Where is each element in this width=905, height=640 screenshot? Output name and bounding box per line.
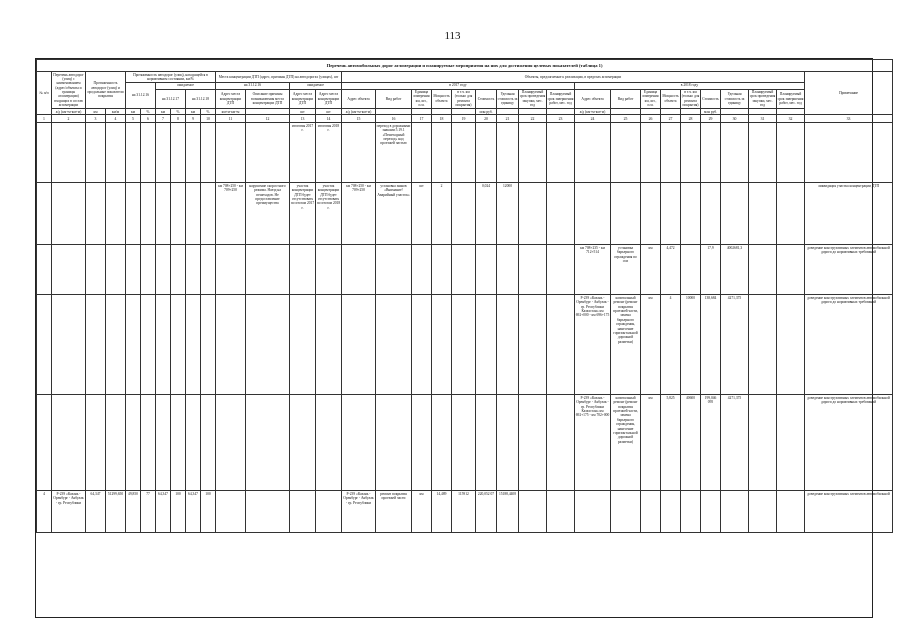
table-cell [749, 123, 777, 183]
table-cell [721, 491, 749, 533]
table-cell [201, 295, 216, 395]
col-unit-2018: Единица измерения км, шт., п.м. [642, 90, 659, 108]
table-cell [497, 295, 519, 395]
table-cell [37, 245, 52, 295]
col-capacity-2018: Мощность объекта [661, 89, 681, 109]
table-cell [52, 295, 86, 395]
col-dtp-2016: на 31.12.16 [216, 82, 290, 89]
table-cell [432, 295, 452, 395]
col-number: 14 [316, 115, 342, 123]
table-cell [141, 245, 156, 295]
table-cell: 4 [37, 491, 52, 533]
unit-km: км [86, 109, 106, 115]
table-cell [661, 183, 681, 245]
table-cell: 77 [141, 491, 156, 533]
table-cell [412, 123, 432, 183]
table-cell [37, 295, 52, 395]
table-cell [201, 123, 216, 183]
table-cell [37, 183, 52, 245]
table-cell [452, 295, 476, 395]
table-cell [156, 123, 171, 183]
table-cell [749, 183, 777, 245]
table-cell [575, 491, 611, 533]
table-cell [141, 395, 156, 491]
col-number: 32 [777, 115, 805, 123]
unit-pct-2016: % [141, 109, 156, 115]
roads-table [36, 59, 893, 533]
table-cell: 12000 [497, 183, 519, 245]
unit-km-2016: км [126, 109, 141, 115]
table-cell [777, 395, 805, 491]
table-cell [519, 491, 547, 533]
col-number: 19 [452, 115, 476, 123]
col-number: 17 [412, 115, 432, 123]
table-cell [777, 123, 805, 183]
col-km-incl-2017: в т.ч. км (только для ремонта покрытия) [452, 89, 476, 109]
col-plan-term2-2017: Планируемый срок завершения работ, мес. год [547, 89, 575, 109]
table-cell: 138,684 [701, 295, 721, 395]
table-cell [497, 123, 519, 183]
table-cell [452, 245, 476, 295]
table-cell [452, 395, 476, 491]
unit-km-2018: км [186, 109, 201, 115]
table-cell: установка барьерного ограждения по оси [611, 245, 641, 295]
col-number: 8 [171, 115, 186, 123]
table-cell [171, 395, 186, 491]
table-cell [661, 491, 681, 533]
table-cell [316, 245, 342, 295]
table-cell [701, 491, 721, 533]
table-cell [126, 395, 141, 491]
table-cell: 100 [201, 491, 216, 533]
col-number: 4 [106, 115, 126, 123]
col-number: 22 [519, 115, 547, 123]
table-cell [141, 295, 156, 395]
table-cell: км 708+250 - км 709+250 [342, 183, 376, 245]
table-cell: доведение конструктивных элементов автомобильной [805, 491, 893, 533]
table-cell: переход в дорожными знаками 5.19.1 «Пешеходный переход» над проезжей частью [376, 123, 412, 183]
table-cell [749, 491, 777, 533]
table-cell [316, 395, 342, 491]
table-cell: 220,052 07 [476, 491, 497, 533]
col-work-type-2017: Вид работ [376, 89, 412, 109]
table-cell [126, 245, 141, 295]
col-number: 24 [575, 115, 611, 123]
table-cell: шт [412, 183, 432, 245]
table-cell [290, 245, 316, 295]
table-cell [86, 245, 106, 295]
table-cell [497, 245, 519, 295]
table-cell: 5,825 [661, 395, 681, 491]
table-cell: 14,489 [432, 491, 452, 533]
table-row [37, 295, 893, 395]
table-cell [701, 183, 721, 245]
table-row [37, 491, 893, 533]
table-cell: 17,9 [701, 245, 721, 295]
col-plan-term-2018: Планируемый срок проведения закупки, мес. год [749, 90, 776, 108]
col-unit-2017: Единица измерения км, шт., п.м. [413, 90, 430, 108]
col-number: 16 [376, 115, 412, 123]
table-cell: нарушение скоростного режима. Наезд на пешеходов. Не предоставление преимущества [246, 183, 290, 245]
table-cell [156, 395, 171, 491]
table-cell [186, 183, 201, 245]
table-cell [156, 245, 171, 295]
table-cell [216, 245, 246, 295]
table-cell: установка знаков «Внимание! Аварийный участок» [376, 183, 412, 245]
unit-kmkm: км+м-км+м [216, 109, 246, 115]
table-row [37, 183, 893, 245]
table-cell [186, 395, 201, 491]
table-cell [519, 123, 547, 183]
table-cell [106, 245, 126, 295]
table-cell [342, 295, 376, 395]
col-plan-term-2017: Планируемый срок проведения закупки, мес. год [519, 90, 546, 108]
table-cell [141, 183, 156, 245]
table-cell [316, 491, 342, 533]
table-cell [519, 395, 547, 491]
table-cell [342, 245, 376, 295]
col-addr-conc-2018: Адрес места концентрации ДТП [316, 89, 342, 109]
table-cell: Р-239 «Казань - Оренбург - Акбулак - гр. Республики Казахстан» км 692+175 - км 702+000 [575, 395, 611, 491]
col-number: 18 [432, 115, 452, 123]
table-cell [126, 183, 141, 245]
col-road-length: Протяженность автодорог (улиц) и продольные показатели покрытия [86, 72, 126, 109]
table-cell [171, 295, 186, 395]
table-cell: 4 [661, 295, 681, 395]
table-cell [641, 123, 661, 183]
col-no: № п/п [37, 72, 52, 115]
table-cell [106, 183, 126, 245]
unit-count-2017: шт [290, 109, 316, 115]
table-cell [171, 245, 186, 295]
col-number: 28 [681, 115, 701, 123]
table-cell: ликвидация участка концентрации ДТП [805, 183, 893, 245]
col-number: 6 [141, 115, 156, 123]
table-cell [575, 183, 611, 245]
col-number: 25 [611, 115, 641, 123]
table-cell: итоговая 2017 г. [290, 123, 316, 183]
table-cell [37, 123, 52, 183]
table-cell [86, 295, 106, 395]
table-cell [52, 183, 86, 245]
table-cell [126, 295, 141, 395]
col-number: 23 [547, 115, 575, 123]
table-cell [777, 295, 805, 395]
unit-mln-2017: млн руб. [476, 109, 497, 115]
table-cell [186, 123, 201, 183]
table-cell: 10000 [681, 295, 701, 395]
table-row [37, 245, 893, 295]
table-cell [106, 395, 126, 491]
table-cell: Р-239 «Казань - Оренбург - Акбулак - гр. Республики [52, 491, 86, 533]
table-cell [290, 295, 316, 395]
table-cell: участок концентрации ДТП будет отсутствовать по итогам 2018 г. [316, 183, 342, 245]
table-cell: км [641, 245, 661, 295]
col-cost-2018: Стоимость [701, 89, 721, 109]
col-number: 9 [186, 115, 201, 123]
table-cell [246, 491, 290, 533]
table-cell [701, 123, 721, 183]
table-cell: 4002681,3 [721, 245, 749, 295]
table-cell [290, 491, 316, 533]
table-cell [201, 395, 216, 491]
table-cell [216, 123, 246, 183]
table-cell [681, 183, 701, 245]
table-cell [86, 395, 106, 491]
table-cell [216, 395, 246, 491]
col-year-2017: в 2017 году [342, 82, 575, 89]
table-cell [476, 245, 497, 295]
table-cell: итоговая 2018 г. [316, 123, 342, 183]
col-number: 20 [476, 115, 497, 123]
table-cell [519, 295, 547, 395]
table-cell [749, 395, 777, 491]
table-cell: 2 [432, 183, 452, 245]
unit-count-2018: шт [316, 109, 342, 115]
table-cell: капитальный ремонт (ремонт покрытия проезжей части, замена барьерного ограждения, нанесение горизонтальной дорожной разметки) [611, 295, 641, 395]
table-cell [316, 295, 342, 395]
col-capacity-2017: Мощность объекта [432, 89, 452, 109]
table-cell [749, 245, 777, 295]
table-cell [777, 491, 805, 533]
table-cell: капитальный ремонт (ремонт покрытия проезжей части, замена барьерного ограждения, нанесение горизонтальной дорожной разметки) [611, 395, 641, 491]
table-cell [547, 395, 575, 491]
unit-km-2017: км [156, 109, 171, 115]
table-cell: ремонт покрытия проезжей части [376, 491, 412, 533]
col-number: 33 [805, 115, 893, 123]
table-cell: 0,024 [476, 183, 497, 245]
table-cell [547, 123, 575, 183]
table-cell [611, 491, 641, 533]
table-cell: 115912 [452, 491, 476, 533]
col-number: 11 [216, 115, 246, 123]
roads-table-frame [35, 58, 890, 618]
table-cell [156, 295, 171, 395]
table-cell [721, 123, 749, 183]
table-cell [376, 395, 412, 491]
table-cell [246, 295, 290, 395]
table-cell [290, 395, 316, 491]
table-cell [681, 245, 701, 295]
table-cell: км [641, 395, 661, 491]
table-cell [171, 183, 186, 245]
col-note: Примечание [805, 72, 893, 115]
table-cell: км [641, 295, 661, 395]
table-cell [452, 123, 476, 183]
table-cell: 51299,650 [106, 491, 126, 533]
col-normative-expected: ожидаемое [156, 82, 216, 89]
table-cell [86, 183, 106, 245]
table-cell: 64,347 [156, 491, 171, 533]
table-cell [342, 395, 376, 491]
table-cell [547, 491, 575, 533]
table-cell: 199,046 095 [701, 395, 721, 491]
col-unit-cost-2018: Удельная стоимость за единицу [721, 89, 749, 109]
unit-addr-obj-2017: а/д (км+м-км+м) [342, 109, 376, 115]
table-cell [519, 245, 547, 295]
col-plan-term2-2018: Планируемый срок завершения работ, мес. год [777, 89, 805, 109]
col-normative-2018: на 31.12.18 [186, 89, 216, 109]
table-cell [106, 123, 126, 183]
table-cell [201, 245, 216, 295]
table-cell [216, 491, 246, 533]
col-dtp: Места концентрации ДТП (адрес, причины ДТП) на автодорогах (улицах), шт [216, 72, 342, 83]
table-cell: км 708+250 - км 709+250 [216, 183, 246, 245]
table-cell [681, 491, 701, 533]
table-cell [186, 295, 201, 395]
table-cell: доведение конструктивных элементов автомобильной дороги до нормативных требований [805, 245, 893, 295]
col-addr-obj-2017: Адрес объекта [342, 89, 376, 109]
table-cell [575, 123, 611, 183]
unit-pct-2017: % [171, 109, 186, 115]
col-reasons: Описание причины возникновения места концентрации ДТП [246, 89, 290, 109]
table-cell [611, 123, 641, 183]
unit-addr-obj-2018: а/д (км+м-км+м) [575, 109, 611, 115]
table-cell: 15188,4408 [497, 491, 519, 533]
col-number: 27 [661, 115, 681, 123]
unit-addr: а/д (км+м-км+м) [52, 109, 86, 115]
col-cost-2017: Стоимость [476, 89, 497, 109]
table-cell [476, 123, 497, 183]
table-row [37, 395, 893, 491]
table-cell: 64,347 [86, 491, 106, 533]
unit-mln-2018: млн руб. [701, 109, 721, 115]
table-cell [52, 245, 86, 295]
table-cell: Р-239 «Казань - Оренбург - Акбулак - гр. Республики [342, 491, 376, 533]
table-cell [721, 183, 749, 245]
table-cell [216, 295, 246, 395]
table-cell [412, 295, 432, 395]
table-cell: 40600 [681, 395, 701, 491]
col-number: 13 [290, 115, 316, 123]
table-cell: доведение конструктивных элементов автомобильной дороги до нормативных требований [805, 395, 893, 491]
page-number: 113 [444, 30, 461, 42]
table-cell [412, 395, 432, 491]
col-number: 12 [246, 115, 290, 123]
table-cell [201, 183, 216, 245]
col-number: 10 [201, 115, 216, 123]
table-cell [342, 123, 376, 183]
table-cell [432, 245, 452, 295]
col-dtp-expected: ожидаемое [290, 82, 342, 89]
table-cell [186, 245, 201, 295]
table-cell [777, 245, 805, 295]
table-cell [376, 295, 412, 395]
col-normative-2017: на 31.12.17 [156, 89, 186, 109]
col-number: 1 [37, 115, 52, 123]
table-cell: доведение конструктивных элементов автомобильной дороги до нормативных требований [805, 295, 893, 395]
table-cell [246, 123, 290, 183]
table-row [37, 123, 893, 183]
table-cell: 100 [171, 491, 186, 533]
table-cell [476, 295, 497, 395]
col-number: 29 [701, 115, 721, 123]
table-cell [777, 183, 805, 245]
table-cell [547, 245, 575, 295]
table-cell [547, 295, 575, 395]
table-cell [246, 245, 290, 295]
table-cell [156, 183, 171, 245]
table-cell [246, 395, 290, 491]
col-year-2018: в 2018 году [575, 82, 805, 89]
col-km-incl-2018: в т.ч. км (только для ремонта покрытия) [681, 90, 700, 108]
col-road-list: Перечень автодорог (улиц) с наименованием (адрес/объекты и границы агломерации) входящих в состав агломерации [53, 72, 84, 108]
col-work-type-2018: Вид работ [611, 89, 641, 109]
table-cell [412, 245, 432, 295]
table-cell [126, 123, 141, 183]
table-caption: Перечень автомобильных дорог агломерации и планируемые мероприятия на них для достижения целевых показателей (таблица 1) [37, 60, 893, 72]
col-number: 2 [52, 115, 86, 123]
col-number: 15 [342, 115, 376, 123]
table-cell [805, 123, 893, 183]
table-cell: км 708+235 - км 712+514 [575, 245, 611, 295]
unit-km-m: км/м [106, 109, 126, 115]
table-cell [497, 395, 519, 491]
col-number: 3 [86, 115, 106, 123]
table-cell: 64,347 [186, 491, 201, 533]
table-cell [661, 123, 681, 183]
table-cell [52, 395, 86, 491]
table-cell: участок концентрации ДТП будет отсутствовать по итогам 2017 г. [290, 183, 316, 245]
col-number: 31 [749, 115, 777, 123]
col-number: 7 [156, 115, 171, 123]
table-cell [106, 295, 126, 395]
table-cell: 49,850 [126, 491, 141, 533]
table-cell [476, 395, 497, 491]
table-cell [452, 183, 476, 245]
table-cell [52, 123, 86, 183]
col-addr-obj-2018: Адрес объекта [575, 89, 611, 109]
table-cell [611, 183, 641, 245]
table-cell [86, 123, 106, 183]
column-number-row [37, 115, 893, 123]
col-number: 5 [126, 115, 141, 123]
table-cell: 4271,375 [721, 395, 749, 491]
table-cell: 4271,375 [721, 295, 749, 395]
table-cell [641, 183, 661, 245]
col-number: 21 [497, 115, 519, 123]
unit-pct-2018: % [201, 109, 216, 115]
col-normative-2016: на 31.12.16 [126, 82, 156, 108]
table-cell [749, 295, 777, 395]
col-unit-cost-2017: Удельная стоимость за единицу [497, 89, 519, 109]
table-cell: Р-239 «Казань - Оренбург - Акбулак - гр. Республики Казахстан» км 692+000 - км 696+175 [575, 295, 611, 395]
col-normative: Протяженность автодорог (улиц), находящейся в нормативном состоянии, км/% [126, 72, 216, 83]
table-cell [519, 183, 547, 245]
table-cell [547, 183, 575, 245]
table-cell [376, 245, 412, 295]
table-cell [681, 123, 701, 183]
table-cell [432, 395, 452, 491]
table-cell [141, 123, 156, 183]
table-cell [641, 491, 661, 533]
col-number: 26 [641, 115, 661, 123]
table-cell [171, 123, 186, 183]
table-cell: 4,472 [661, 245, 681, 295]
col-objects: Объекты, предлагаемые к реализации, в пределах агломерации [342, 72, 805, 83]
col-addr-dtp: Адрес места концентрации ДТП [216, 89, 246, 109]
col-addr-conc-2017: Адрес места концентрации ДТП [290, 89, 316, 109]
table-cell: км [412, 491, 432, 533]
table-cell [432, 123, 452, 183]
table-cell [37, 395, 52, 491]
col-number: 30 [721, 115, 749, 123]
